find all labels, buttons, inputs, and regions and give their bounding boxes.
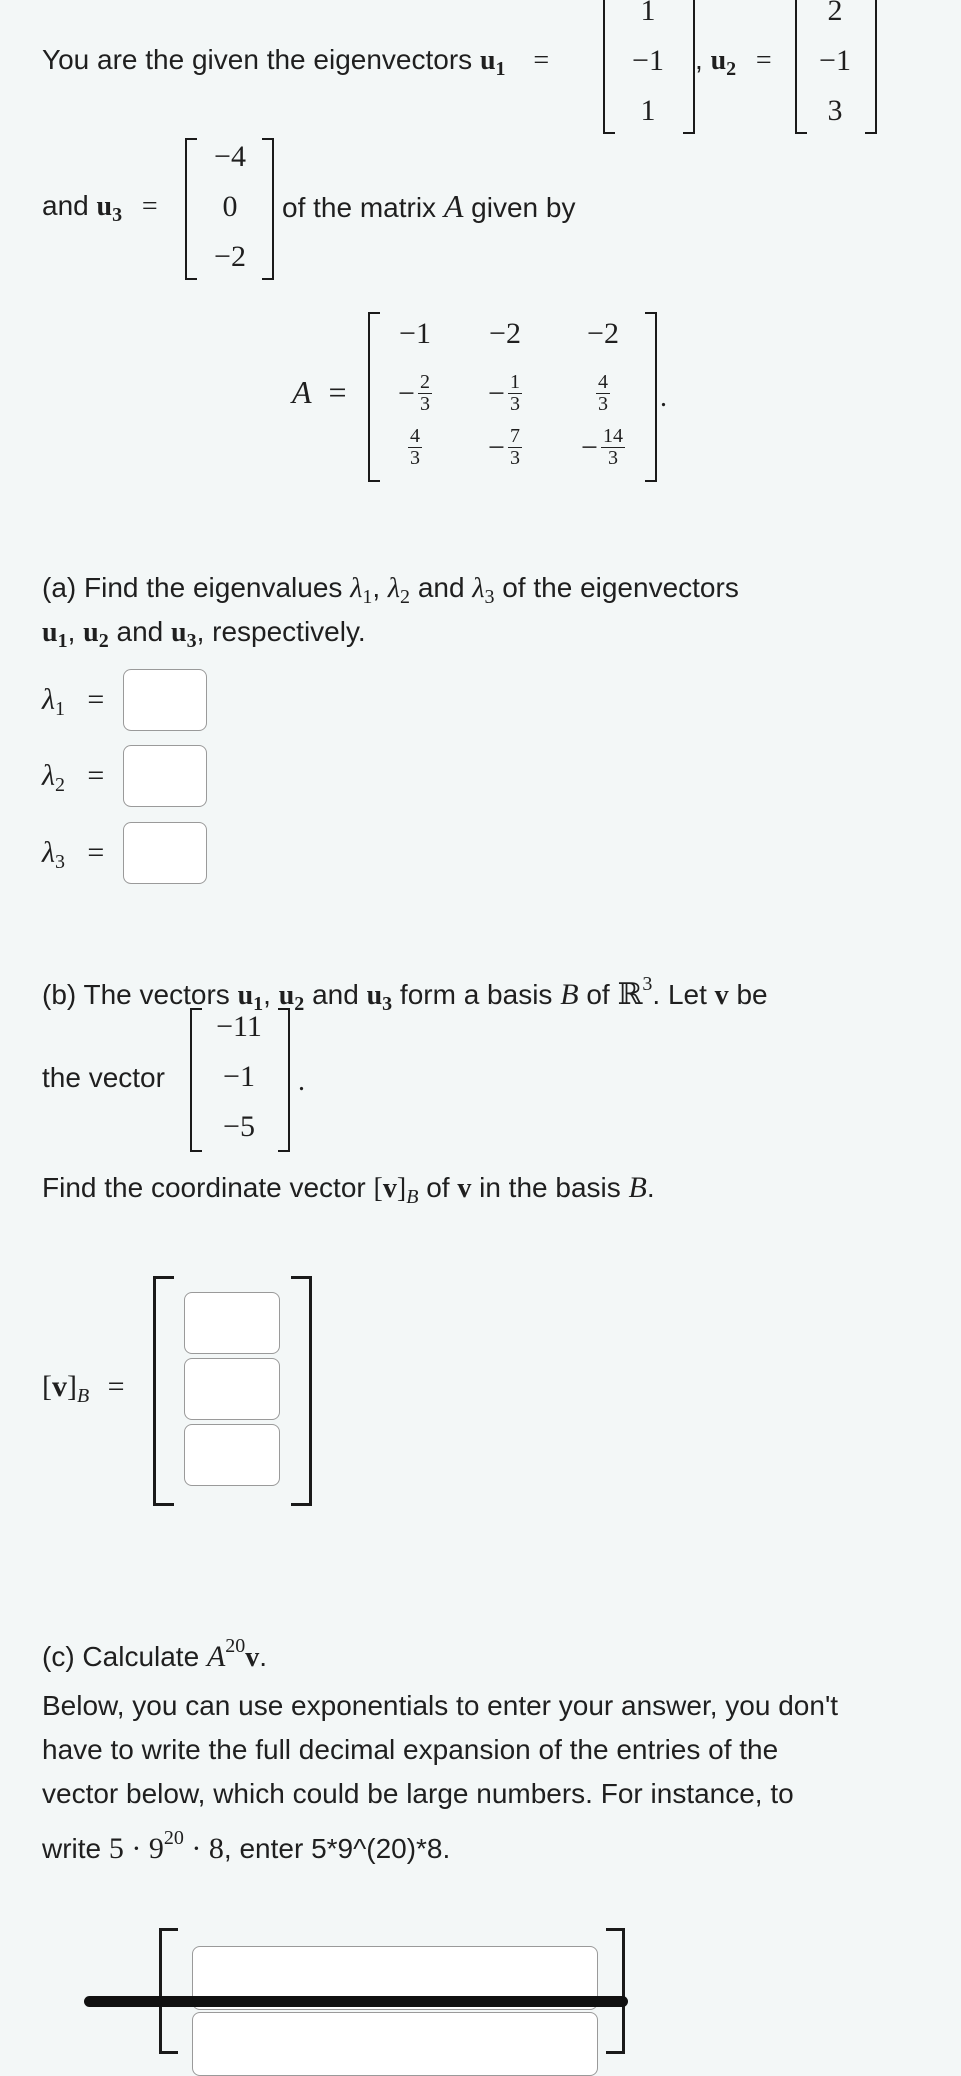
u1-entry: 1: [640, 0, 656, 27]
intro-line: [42, 42, 549, 87]
matrix-A-cell: $\frac{4}{3}$: [410, 425, 420, 469]
part-a-question-line2: $u_1$, $u_2$ and $u_3$, respectively.: [42, 616, 366, 652]
coord-input-3[interactable]: [184, 1424, 280, 1486]
matrix-A-cell: −2: [587, 317, 619, 350]
u2-entry: 2: [827, 0, 843, 27]
the-vector-text: the vector: [42, 1062, 165, 1093]
u3-entry: −4: [214, 140, 246, 173]
intro-text: You are the given the eigenvectors: [42, 44, 473, 75]
part-b-find: Find the coordinate vector $[v]_B$ of v in the basis B.: [42, 1171, 655, 1208]
result-left-bracket: [159, 1928, 178, 2054]
part-b-question: (b) The vectors $u_1$, $u_2$ and $u_3$ form a basis B of ℝ$^3$. Let v be: [42, 973, 768, 1015]
matrix-A-cell: $\frac{4}{3}$: [598, 371, 608, 415]
lambda3-label: $\lambda_3$ =: [42, 836, 105, 873]
of-matrix-text: of the matrix A given by: [282, 188, 576, 224]
matrix-A-left-bracket: [368, 312, 380, 482]
matrix-A-right-bracket: [645, 312, 657, 482]
matrix-A-cell: − $\frac{14}{3}$: [581, 425, 623, 469]
matrix-A-period: .: [660, 382, 667, 413]
lambda3-input[interactable]: [123, 822, 207, 884]
u2-entry: 3: [827, 94, 843, 127]
matrix-A-cell: −2: [489, 317, 521, 350]
v-period: .: [298, 1066, 305, 1097]
vB-right-bracket: [291, 1276, 312, 1506]
u3-label: and $u_3$ =: [42, 190, 158, 226]
coord-input-2[interactable]: [184, 1358, 280, 1420]
part-a-question: (a) Find the eigenvalues $\lambda_1$, $\lambda_2$ and $\lambda_3$ of the eigenvectors: [42, 572, 739, 608]
result-input-2[interactable]: [192, 2012, 598, 2076]
fraction-bar: [84, 1996, 628, 2007]
u1-entry: −1: [632, 44, 664, 77]
u2-entry: −1: [819, 44, 851, 77]
u1-entry: 1: [640, 94, 656, 127]
u1-symbol: $u_1$: [479, 45, 506, 80]
matrix-A-cell: − $\frac{1}{3}$: [488, 371, 520, 415]
part-c-question: (c) Calculate $A^{20}v$.: [42, 1635, 268, 1673]
matrix-A-label: A =: [292, 374, 347, 410]
lambda2-input[interactable]: [123, 745, 207, 807]
v-entry: −11: [216, 1010, 262, 1043]
coord-input-1[interactable]: [184, 1292, 280, 1354]
v-entry: −5: [223, 1110, 255, 1143]
lambda2-label: $\lambda_2$ =: [42, 759, 105, 796]
matrix-A-cell: − $\frac{2}{3}$: [398, 371, 430, 415]
v-entry: −1: [223, 1060, 255, 1093]
vB-left-bracket: [153, 1276, 174, 1506]
matrix-A-cell: −1: [399, 317, 431, 350]
result-right-bracket: [606, 1928, 625, 2054]
equals-sign: =: [533, 45, 550, 76]
lambda1-input[interactable]: [123, 669, 207, 731]
u1-right-bracket: [683, 0, 695, 134]
u3-entry: 0: [222, 190, 238, 223]
u2-label: , $u_2$ =: [695, 44, 772, 80]
v-B-label: $[v]_B$ =: [42, 1370, 125, 1407]
matrix-A-cell: − $\frac{7}{3}$: [488, 425, 520, 469]
u3-entry: −2: [214, 240, 246, 273]
lambda1-label: $\lambda_1$ =: [42, 683, 105, 720]
part-c-instructions: Below, you can use exponentials to enter your answer, you don't have to write the full decimal expansion of the entries of the vector below, which could be large numbers. For instance, to write $5 \cdot 9^{20} \cdot 8$, enter 5*9^(20)*8.: [42, 1690, 839, 1865]
